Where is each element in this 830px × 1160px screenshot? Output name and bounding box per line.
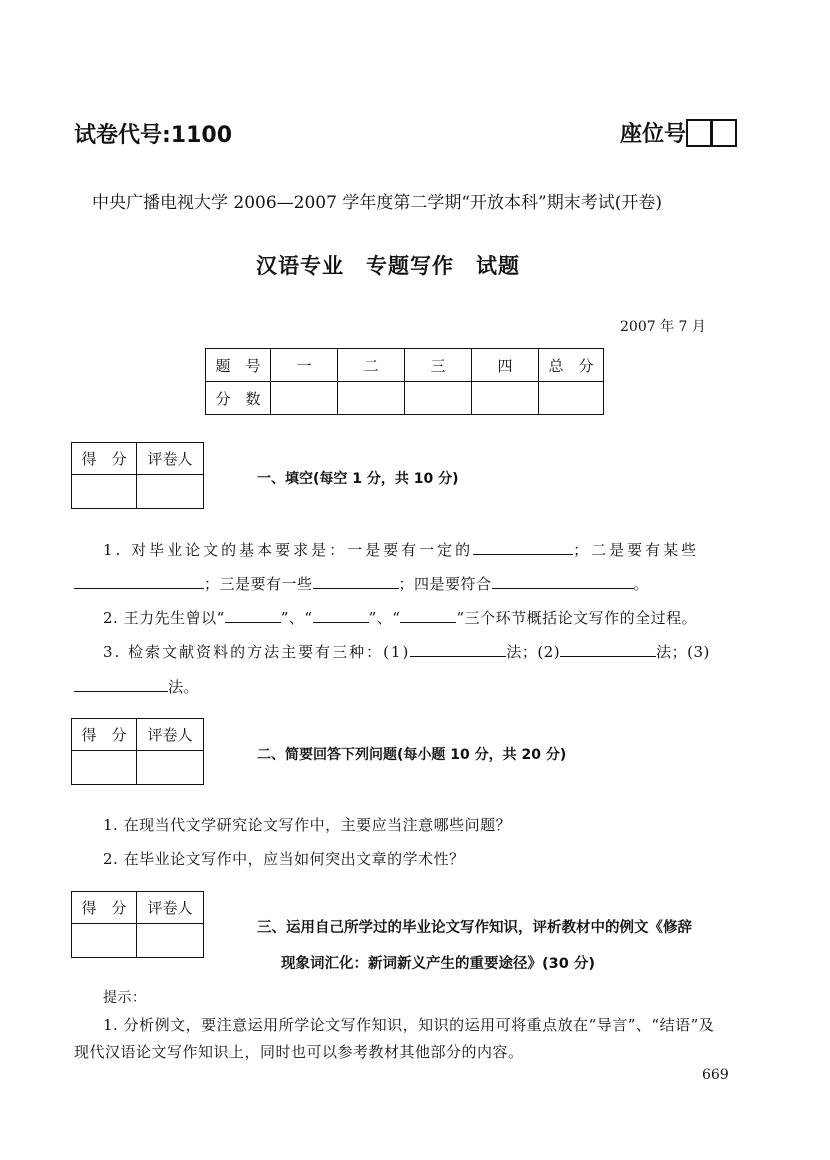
- s1-q2-text-a: 2. 王力先生曾以“: [103, 609, 225, 627]
- s1-q3-line1: [103, 641, 710, 662]
- score-table-col-3: 三: [405, 349, 472, 382]
- grader-name-cell[interactable]: [137, 751, 204, 785]
- seat-number: [620, 117, 737, 148]
- s1-q3-blank-3[interactable]: [74, 676, 168, 692]
- grader-box-3: [71, 891, 204, 958]
- section-2-heading: 二、简要回答下列问题(每小题 10 分，共 20 分): [257, 747, 567, 763]
- s1-q1-blank-2[interactable]: [74, 573, 204, 589]
- grader-score-label: 得 分: [72, 719, 137, 751]
- s1-q1-text-c: ；三是要有一些: [204, 575, 313, 593]
- score-cell-1[interactable]: [271, 382, 338, 415]
- s1-q1-text-e: 。: [633, 575, 650, 593]
- s1-q3-text-d: 法。: [168, 678, 200, 696]
- paper-code: 试卷代号:1100: [74, 123, 233, 148]
- grader-score-label: 得 分: [72, 443, 137, 475]
- s1-q1-blank-4[interactable]: [492, 573, 634, 589]
- seat-label: 座位号: [620, 122, 687, 147]
- seat-box-1[interactable]: [686, 119, 712, 147]
- exam-date: 2007 年 7 月: [620, 319, 706, 335]
- s1-q3-text-b: 法；(2): [506, 643, 561, 661]
- s1-q3-text-c: 法；(3): [656, 643, 710, 661]
- s3-hint-label: 提示：: [103, 990, 147, 1006]
- score-cell-3[interactable]: [405, 382, 472, 415]
- s2-q1: 1. 在现当代文学研究论文写作中，主要应当注意哪些问题？: [103, 816, 512, 834]
- s1-q2-blank-1[interactable]: [225, 607, 281, 623]
- score-table: [205, 348, 604, 415]
- s1-q3-blank-2[interactable]: [560, 641, 656, 657]
- score-table-row-label: 分 数: [206, 382, 271, 415]
- score-table-col-total: 总 分: [539, 349, 604, 382]
- section-1-heading: 一、填空(每空 1 分，共 10 分): [257, 471, 459, 487]
- s2-q2: 2. 在毕业论文写作中，应当如何突出文章的学术性？: [103, 850, 465, 868]
- grader-name-label: 评卷人: [137, 719, 204, 751]
- score-cell-total[interactable]: [539, 382, 604, 415]
- s3-hint1-line1: 1. 分析例文，要注意运用所学论文写作知识，知识的运用可将重点放在“导言”、“结语”及: [103, 1016, 715, 1034]
- subject-title: 汉语专业 专题写作 试题: [256, 254, 520, 278]
- score-cell-4[interactable]: [472, 382, 539, 415]
- s1-q1-blank-3[interactable]: [313, 573, 399, 589]
- grader-name-cell[interactable]: [137, 924, 204, 958]
- grader-name-label: 评卷人: [137, 443, 204, 475]
- s1-q2-text-d: ”三个环节概括论文写作的全过程。: [456, 609, 698, 627]
- grader-name-cell[interactable]: [137, 475, 204, 509]
- grader-score-label: 得 分: [72, 892, 137, 924]
- s1-q3-line2: [74, 676, 199, 697]
- grader-box-2: [71, 718, 204, 785]
- s1-q2-blank-3[interactable]: [400, 607, 456, 623]
- s1-q3-text-a: 3. 检索文献资料的方法主要有三种：(1): [103, 643, 411, 661]
- grader-score-cell[interactable]: [72, 924, 137, 958]
- score-cell-2[interactable]: [338, 382, 405, 415]
- section-3-heading-line2: 现象词汇化：新词新义产生的重要途径》(30 分): [281, 956, 595, 972]
- grader-name-label: 评卷人: [137, 892, 204, 924]
- s1-q2-blank-2[interactable]: [313, 607, 369, 623]
- s1-q1-line2: [74, 573, 649, 594]
- s1-q1-blank-1[interactable]: [473, 539, 573, 555]
- s3-hint1-line2: 现代汉语论文写作知识上，同时也可以参考教材其他部分的内容。: [74, 1043, 524, 1061]
- grader-score-cell[interactable]: [72, 475, 137, 509]
- grader-box-1: [71, 442, 204, 509]
- score-table-col-2: 二: [338, 349, 405, 382]
- s1-q2-text-b: ”、“: [280, 609, 313, 627]
- s1-q2-text-c: ”、“: [368, 609, 401, 627]
- seat-box-2[interactable]: [712, 119, 737, 147]
- s1-q1-text-a: 1. 对毕业论文的基本要求是：一是要有一定的: [103, 541, 474, 559]
- score-table-col-4: 四: [472, 349, 539, 382]
- score-table-header-label: 题 号: [206, 349, 271, 382]
- s1-q1-line1: [103, 539, 699, 560]
- s1-q2: [103, 607, 697, 628]
- section-3-heading-line1: 三、运用自己所学过的毕业论文写作知识，评析教材中的例文《修辞: [257, 920, 692, 936]
- exam-title: 中央广播电视大学 2006—2007 学年度第二学期“开放本科”期末考试(开卷): [92, 193, 662, 213]
- grader-score-cell[interactable]: [72, 751, 137, 785]
- s1-q1-text-d: ；四是要符合: [398, 575, 492, 593]
- s1-q1-text-b: ；二是要有某些: [573, 541, 700, 559]
- s1-q3-blank-1[interactable]: [410, 641, 506, 657]
- score-table-col-1: 一: [271, 349, 338, 382]
- page-number: 669: [702, 1067, 729, 1083]
